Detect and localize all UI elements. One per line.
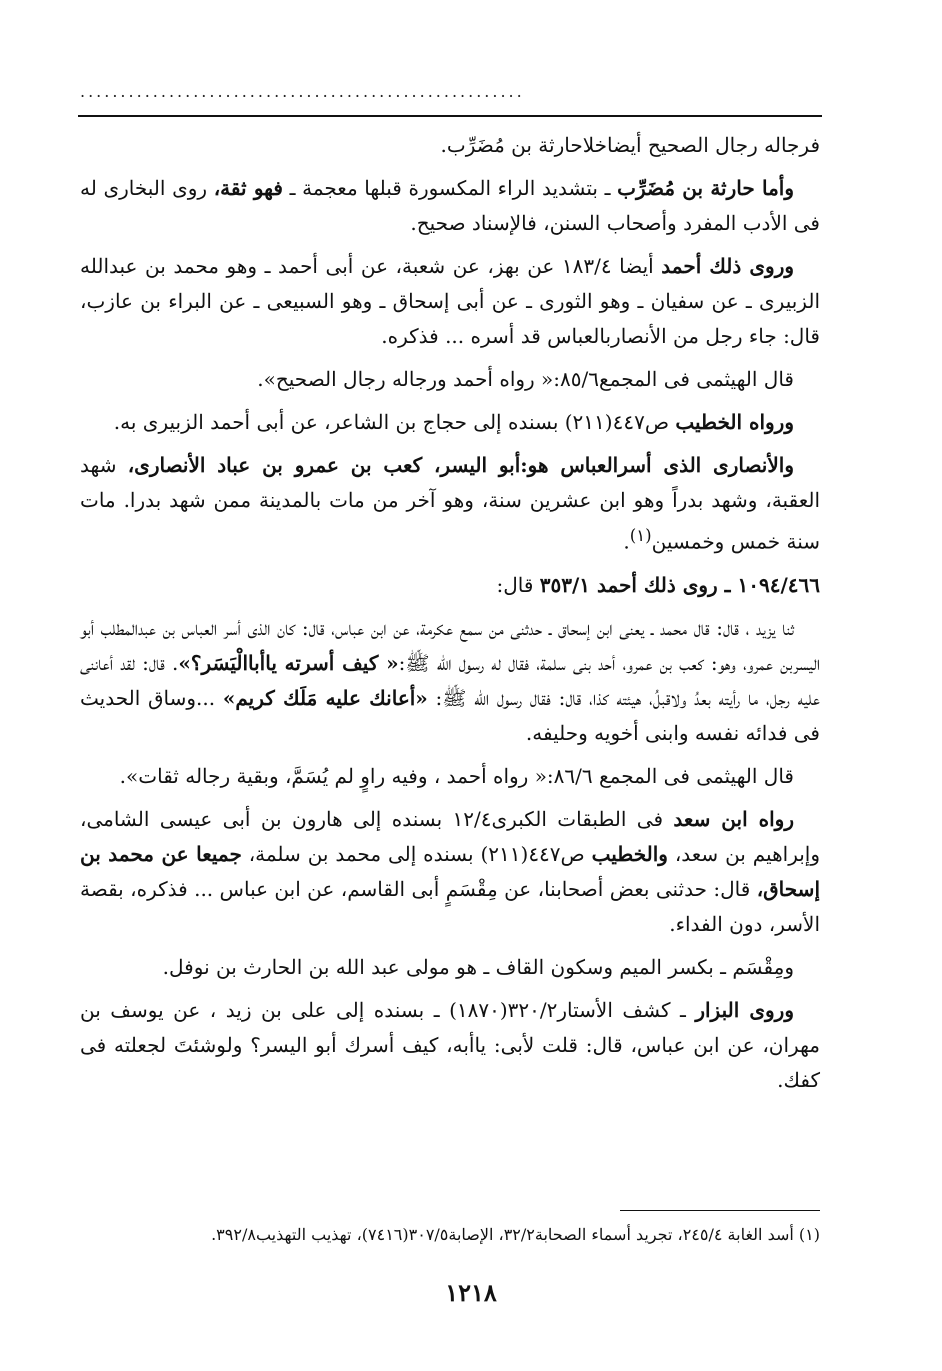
paragraph-4 [80,362,820,397]
text-run: ص٤٤٧(٢١١) بسنده إلى محمد بن سلمة، [241,841,592,866]
text-run: فى الطبقات الكبرى١٢/٤ بسنده إلى هارون بن أبى عيسى الشامى، وإبراهيم بن سعد، [80,806,821,866]
bold-run: وروى البزار [695,997,794,1022]
text-run: ص٤٤٧(٢١١) بسنده إلى حجاج بن الشاعر، عن أبى أحمد الزبيرى به. [113,410,676,434]
text-run: ...وساق الحديث فى فدائه نفسه وابنى أخويه وحليفه. [80,685,820,745]
footnote: (١) أسد الغابة ٢٤٥/٤، تجريد أسماء الصحابة٣٢/٢، الإصابة٣٠٧/٥(٧٤١٦)، تهذيب التهذيب٣٩٢/٨. [211,1225,820,1244]
text-run: . [623,529,630,554]
footnote-ref: (١) [629,526,652,545]
paragraph-8 [80,611,820,751]
bold-run: «أعانك عليه مَلَك كريم» [222,685,428,710]
text-run: قال: حدثنى بعض أصحابنا، عن مِقْسَمٍ أبى القاسم، عن ابن عباس ... فذكره، بقصة الأسر، دون الفداء. [80,876,820,936]
text-run: قال الهيثمى فى المجمع ٨٦/٦:« رواه أحمد ، وفيه راوٍ لم يُسَمَّ، وبقية رجاله ثقات». [119,763,794,788]
bold-run: ورواه الخطيب [675,410,794,434]
footnote-rule [620,1210,820,1211]
paragraph-3 [80,249,820,354]
main-text [80,128,820,1106]
bold-run: « كيف أسرته ياأباالْيَسَر؟» [178,650,399,675]
text-run: ـ كشف الأستار٣٢٠/٢(١٨٧٠) ـ بسنده إلى على بن زيد ، عن يوسف بن مهران، عن ابن عباس، قال: قلت لأبى: ياأبه، كيف أسرك أبو اليسر؟ ولوشئتَ لجعلته فى كفك. [80,997,820,1092]
paragraph-6 [80,448,820,560]
paragraph-12 [80,993,820,1098]
header-rule [78,115,822,117]
paragraph-9 [80,759,820,794]
page-number: ١٢١٨ [445,1278,497,1307]
header-dotted-line: ....................................................... [80,82,525,101]
bold-run: والخطيب [591,841,668,866]
text-run: قال الهيثمى فى المجمع٨٥/٦:« رواه أحمد ورجاله رجال الصحيح». [257,367,794,391]
text-run: ـ بتشديد الراء المكسورة قبلها معجمة ـ [282,176,618,200]
paragraph-5 [80,405,820,440]
bold-run: رواه ابن سعد [673,806,794,831]
hadith-heading [80,568,820,603]
paragraph-11 [80,950,820,985]
text-run: ومِقْسَم ـ بكسر الميم وسكون القاف ـ هو مولى عبد الله بن الحارث بن نوفل. [162,954,794,979]
text-run: فرجاله رجال الصحيح أيضاخلاحارثة بن مُضَرِّب. [440,133,820,157]
bold-run: وروى ذلك أحمد [661,254,795,278]
text-run: روى البخارى له فى الأدب المفرد وأصحاب السنن، فالإسناد صحيح. [80,176,820,235]
paragraph-1 [80,128,820,163]
paragraph-2 [80,171,820,241]
text-run: أيضا ١٨٣/٤ عن بهز، عن شعبة، عن أبى أحمد ـ وهو محمد بن عبدالله الزبيرى ـ عن سفيان ـ وهو الثورى ـ عن أبى إسحاق ـ وهو السبيعى ـ عن البراء بن عازب، قال: جاء رجل من الأنصاربالعباس قد أسره ... فذكره. [80,254,820,348]
bold-run: والأنصارى الذى أسرالعباس هو:أبو اليسر، كعب بن عمرو بن عباد الأنصارى، [127,453,794,477]
bold-run: وأما حارثة بن مُضَرِّب [617,176,795,200]
text-run: قال: [496,572,540,597]
text-run: شهد العقبة، وشهد بدراً وهو ابن عشرين سنة، وهو آخر من مات بالمدينة ممن شهد بدرا. مات سنة خمس وخمسين [80,453,820,554]
paragraph-10 [80,802,820,942]
text-run: ثنا يزيد ، قال: قال محمد ـ يعنى ابن إسحاق ـ حدثنى من سمع عكرمة، عن ابن عباس، قال: كان الذى أسر العباس بن عبدالمطلب أبو اليسربن عمرو، وهو: كعب بن عمرو، أحد بنى سلمة، فقال له رسول الله ﷺ: [80,615,821,675]
bold-run: جميعا عن محمد بن إسحاق، [80,841,820,901]
text-run: . قال: لقد أعاننى عليه رجل، ما رأيته بعدُ ولاقبلُ، هيئته كذا، قال: فقال رسول الله ﷺ: [80,650,820,710]
bold-run: فهو ثقة، [213,176,283,200]
bold-run: ١٠٩٤/٤٦٦ ـ روى ذلك أحمد ٣٥٣/١ [539,572,820,597]
